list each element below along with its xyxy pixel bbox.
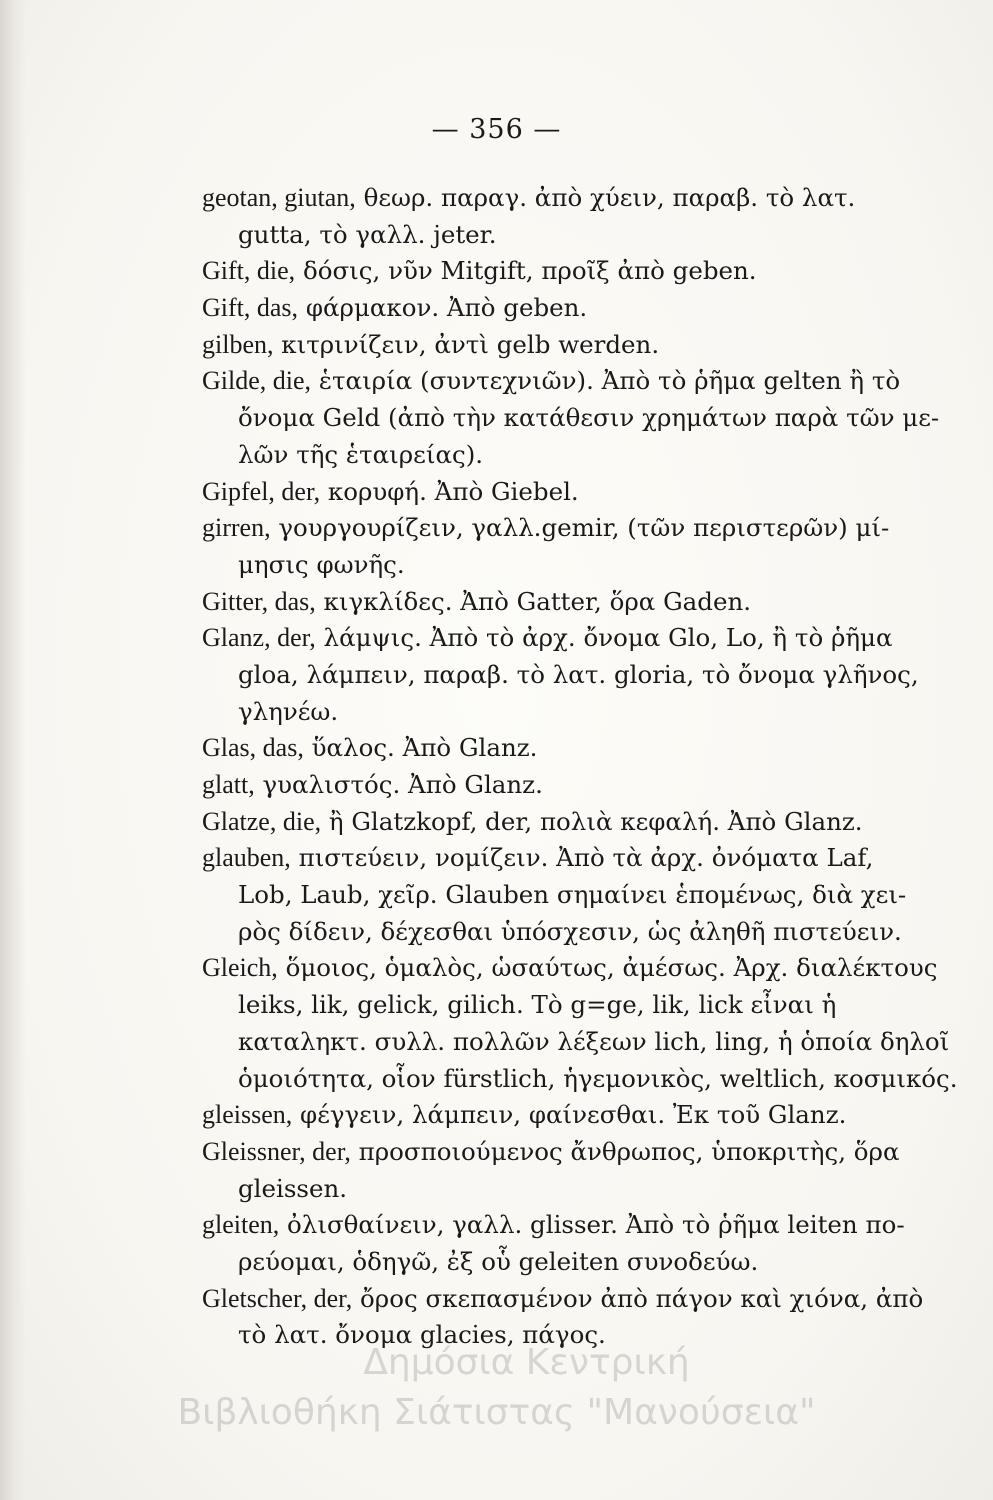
entry-text: ὕαλος. Ἀπὸ Glanz. [303,733,538,763]
dictionary-entry [202,767,942,804]
dictionary-entry [202,804,942,841]
entry-text: γυαλιστός. Ἀπὸ Glanz. [254,770,543,799]
entry-headword: geotan, giutan, [202,183,356,212]
entry-text: φάρμακον. Ἀπὸ geben. [298,293,588,323]
dictionary-entry [202,510,942,583]
entry-first-line [202,767,942,804]
entry-headword: Gipfel, der, [202,476,321,506]
dictionary-entry [202,620,942,730]
entry-first-line [202,1097,942,1134]
entry-text: leiks, lik, gelick, gilich. Τὸ g=ge, lik, lick εἶναι ἡ [238,990,837,1020]
entry-headword: Gift, das, [202,293,299,323]
entry-text: ὅμοιος, ὁμαλὸς, ὡσαύτως, ἀμέσως. Ἀρχ. διαλέκτους [277,953,938,983]
dictionary-entry [202,1207,942,1280]
entry-continuation-line [202,217,942,254]
entry-text: Lob, Laub, χεῖρ. Glauben σημαίνει ἑπομένως, διὰ χει- [238,880,907,910]
entry-text: κορυφή. Ἀπὸ Giebel. [320,476,579,506]
entry-continuation-line [202,1244,942,1281]
entry-continuation-line [202,547,942,584]
entry-text: κιγκλίδες. Ἀπὸ Gatter, ὅρα Gaden. [315,586,752,616]
entry-headword: gilben, [202,329,274,359]
dictionary-entry [202,950,958,1097]
entry-headword: girren, [202,513,271,543]
entry-first-line [202,327,942,364]
entry-text: ρεύομαι, ὁδηγῶ, ἐξ οὗ geleiten συνοδεύω. [238,1246,759,1276]
entry-continuation-line [202,694,942,731]
dictionary-entry [202,1134,942,1207]
dictionary-entry [202,180,942,253]
entry-headword: Gletscher, der, [202,1283,353,1313]
entry-continuation-line [202,1171,942,1208]
entry-headword: gleissen, [202,1100,293,1130]
dictionary-entry [202,840,942,950]
entry-text: ὁμοιότητα, οἷον fürstlich, ἡγεμονικὸς, weltlich, κοσμικός. [238,1063,958,1093]
entry-text: δόσις, νῦν Mitgift, προῖξ ἀπὸ geben. [295,256,757,286]
entry-text: gloa, λάμπειν, παραβ. τὸ λατ. gloria, τὸ ὄνομα γλῆνος, [238,659,919,689]
dictionary-entry [202,730,942,767]
entry-continuation-line [202,987,942,1024]
entry-continuation-line [202,914,942,951]
entry-text: ὄρος σκεπασμένον ἀπὸ πάγον καὶ χιόνα, ἀπὸ [352,1283,924,1313]
entry-headword: Gleich, [202,953,278,983]
entry-first-line [202,584,942,621]
entry-first-line [202,1207,942,1244]
entry-text: ὄνομα Geld (ἀπὸ τὴν κατάθεσιν χρημάτων παρὰ τῶν με- [238,403,940,433]
dictionary-entry [202,474,942,511]
entry-first-line [202,1281,942,1318]
entry-text: ρὸς δίδειν, δέχεσθαι ὑπόσχεσιν, ὡς ἀληθῆ πιστεύειν. [238,916,902,946]
entry-text: λῶν τῆς ἑταιρείας). [238,439,484,469]
spine-shadow [0,0,26,1500]
entry-first-line [202,363,942,400]
entry-text: τὸ λατ. ὄνομα glacies, πάγος. [238,1320,606,1350]
dictionary-entry [202,1097,942,1134]
entry-text: ὀλισθαίνειν, γαλλ. glisser. Ἀπὸ τὸ ῥῆμα leiten πο- [279,1210,905,1240]
entry-text: γουργουρίζειν, γαλλ.gemir, (τῶν περιστερῶν) μί- [270,513,890,543]
entry-text: θεωρ. παραγ. ἀπὸ χύειν, παραβ. τὸ λατ. [355,183,856,212]
entry-continuation-line [202,1061,958,1098]
entry-text: κιτρινίζειν, ἀντὶ gelb werden. [273,329,660,359]
entry-headword: glatt, [202,770,255,799]
entry-headword: Glas, das, [202,733,304,763]
entry-headword: Gitter, das, [202,586,316,616]
entry-first-line [202,804,942,841]
entry-continuation-line [202,657,942,694]
entry-text: προσποιούμενος ἄνθρωπος, ὑποκριτὴς, ὅρα [350,1136,900,1166]
entry-first-line [202,510,942,547]
watermark-line-2: Βιβλιοθήκη Σιάτιστας "Μανούσεια" [177,1392,816,1433]
entry-headword: Glanz, der, [202,623,316,653]
dictionary-entry [202,290,942,327]
entry-first-line [202,180,942,217]
entry-continuation-line [202,400,942,437]
entry-headword: Gilde, die, [202,366,312,396]
entry-continuation-line [202,877,942,914]
entry-first-line [202,950,942,987]
entry-first-line [202,840,942,877]
entry-first-line [202,620,942,657]
entry-first-line [202,253,942,290]
entry-text: gleissen. [238,1173,348,1203]
entry-first-line [202,730,942,767]
entry-text: φέγγειν, λάμπειν, φαίνεσθαι. Ἐκ τοῦ Glanz. [292,1100,847,1130]
entry-continuation-line [202,437,942,474]
entry-text: πιστεύειν, νομίζειν. Ἀπὸ τὰ ἀρχ. ὀνόματα Laf, [290,843,874,873]
entry-text: gutta, τὸ γαλλ. jeter. [238,219,497,249]
entry-text: καταληκτ. συλλ. πολλῶν λέξεων lich, ling, ἡ ὁποία δηλοῖ [238,1026,950,1056]
entry-text: γληνέω. [238,696,339,726]
entry-headword: gleiten, [202,1210,280,1240]
dictionary-entry [202,363,942,473]
entry-headword: glauben, [202,843,291,873]
entry-first-line [202,290,942,327]
entry-text: μησις φωνῆς. [238,549,405,579]
watermark-line-1: Δημόσια Κεντρική [363,1342,690,1383]
entry-headword: Glatze, die, [202,806,322,836]
entry-headword: Gleissner, der, [202,1136,351,1166]
dictionary-entry [202,327,942,364]
entry-text: ἢ Glatzkopf, der, πολιὰ κεφαλή. Ἀπὸ Glanz. [321,806,863,836]
entry-headword: Gift, die, [202,256,296,286]
entry-first-line [202,1134,942,1171]
entry-text: ἑταιρία (συντεχνιῶν). Ἀπὸ τὸ ῥῆμα gelten ἢ τὸ [311,366,901,396]
dictionary-entry [202,253,942,290]
page-number: — 356 — [431,114,562,145]
entry-continuation-line [202,1024,950,1061]
dictionary-entry [202,584,942,621]
entry-text: λάμψις. Ἀπὸ τὸ ἀρχ. ὄνομα Glo, Lo, ἢ τὸ ῥῆμα [315,623,893,653]
dictionary-entries [202,180,958,1354]
entry-first-line [202,474,942,511]
